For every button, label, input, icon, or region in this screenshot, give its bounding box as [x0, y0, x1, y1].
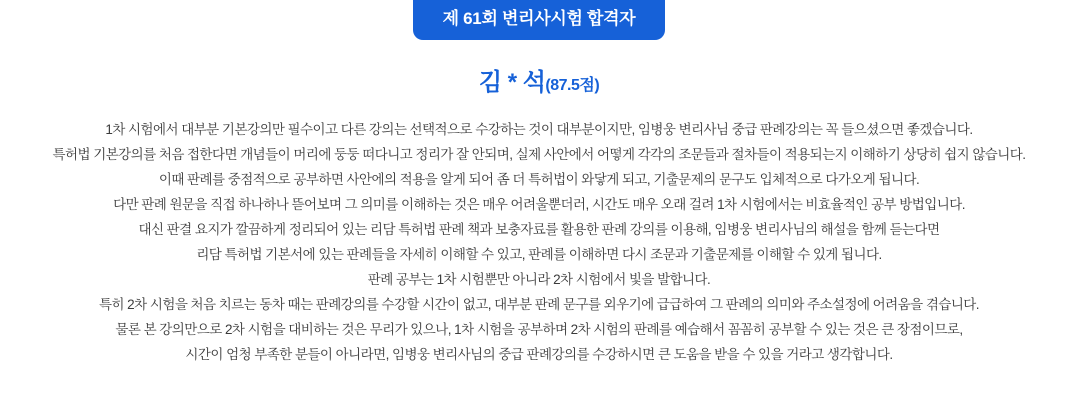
- passer-name-row: [0, 62, 1078, 97]
- testimonial-line: 다만 판례 원문을 직접 하나하나 뜯어보며 그 의미를 이해하는 것은 매우 어려울뿐더러, 시간도 매우 오래 걸려 1차 시험에서는 비효율적인 공부 방법입니다.: [113, 197, 965, 213]
- passer-score: (87.5점): [545, 77, 600, 95]
- exam-pass-badge: 제 61회 변리사시험 합격자: [413, 0, 666, 40]
- passer-name: 김 * 석: [478, 69, 546, 97]
- testimonial-line: 대신 판결 요지가 깔끔하게 정리되어 있는 리담 특허법 판례 책과 보충자료를 활용한 판례 강의를 이용해, 임병웅 변리사님의 해설을 함께 듣는다면: [138, 222, 940, 238]
- badge-row: [0, 0, 1078, 40]
- testimonial-line: 판례 공부는 1차 시험뿐만 아니라 2차 시험에서 빛을 발합니다.: [367, 272, 711, 288]
- testimonial-line: 이때 판례를 중점적으로 공부하면 사안에의 적용을 알게 되어 좀 더 특허법이 와닿게 되고, 기출문제의 문구도 입체적으로 다가오게 됩니다.: [158, 172, 920, 188]
- testimonial-line: 특히 2차 시험을 처음 치르는 동차 때는 판례강의를 수강할 시간이 없고, 대부분 판례 문구를 외우기에 급급하여 그 판례의 의미와 주소설정에 어려움을 겪습니다.: [99, 297, 979, 313]
- testimonial-body: [0, 117, 1078, 367]
- testimonial-line: 특허법 기본강의를 처음 접한다면 개념들이 머리에 둥둥 떠다니고 정리가 잘 안되며, 실제 사안에서 어떻게 각각의 조문들과 절차들이 적용되는지 이해하기 상당히 쉽지 않습니다.: [52, 147, 1026, 163]
- testimonial-line: 물론 본 강의만으로 2차 시험을 대비하는 것은 무리가 있으나, 1차 시험을 공부하며 2차 시험의 판례를 예습해서 꼼꼼히 공부할 수 있는 것은 큰 장점이므로,: [115, 322, 963, 338]
- testimonial-line: 리담 특허법 기본서에 있는 판례들을 자세히 이해할 수 있고, 판례를 이해하면 다시 조문과 기출문제를 이해할 수 있게 됩니다.: [196, 247, 882, 263]
- testimonial-line: 1차 시험에서 대부분 기본강의만 필수이고 다른 강의는 선택적으로 수강하는 것이 대부분이지만, 임병웅 변리사님 중급 판례강의는 꼭 들으셨으면 좋겠습니다.: [105, 122, 973, 138]
- testimonial-line: 시간이 엄청 부족한 분들이 아니라면, 임병웅 변리사님의 중급 판례강의를 수강하시면 큰 도움을 받을 수 있을 거라고 생각합니다.: [185, 347, 893, 363]
